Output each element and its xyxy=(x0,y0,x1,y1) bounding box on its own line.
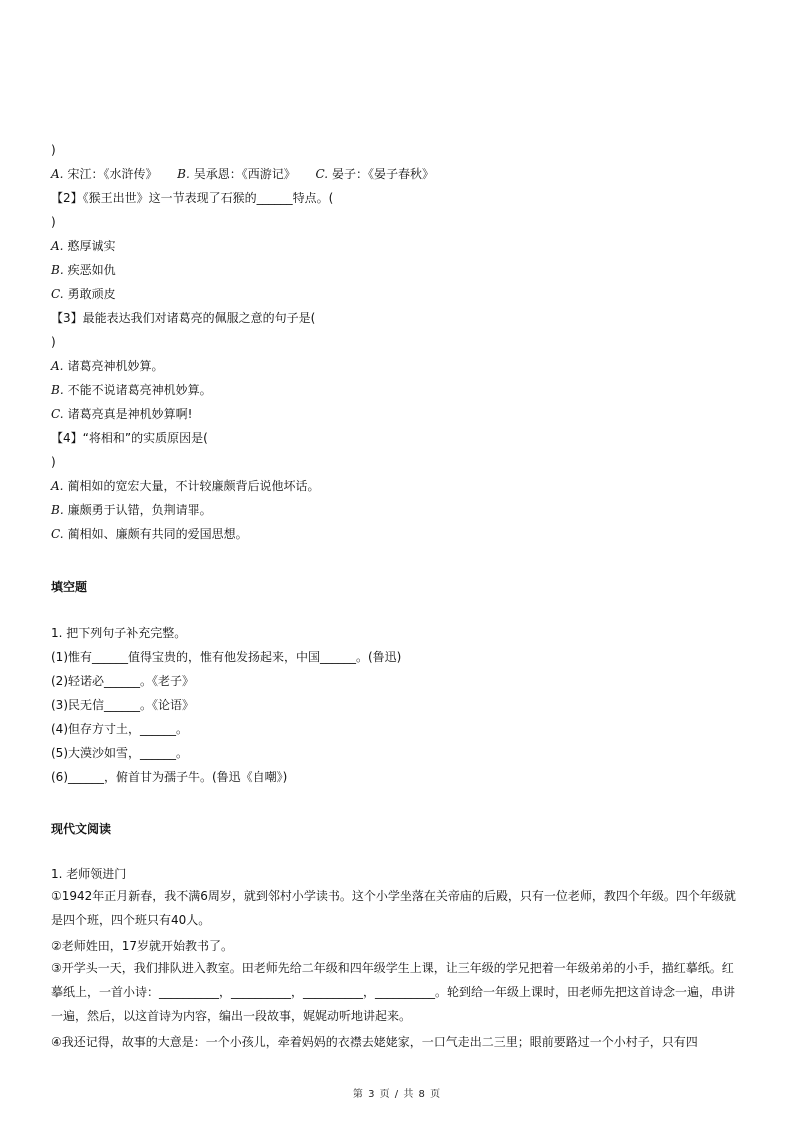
reading-paragraph-3: ③开学头一天，我们排队进入教室。田老师先给二年级和四年级学生上课，让三年级的学兄把着一年级弟弟的小手，描红摹纸。红摹纸上，一首小诗：__________，__________，__________，__________。轮到给一年级上课时，田老师先把这首诗念一遍，串讲一遍，然后，以这首诗为内容，编出一段故事，娓娓动听地讲起来。 xyxy=(51,961,736,1023)
page-number-footer: 第 3 页 / 共 8 页 xyxy=(352,1089,442,1100)
reading-paragraph-1: ①1942年正月新春，我不满6周岁，就到邻村小学读书。这个小学坐落在关帝庙的后殿，只有一位老师，教四个年级。四个年级就是四个班，四个班只有40人。 xyxy=(51,889,736,927)
q4-stem: 【4】“将相和”的实质原因是( xyxy=(51,431,208,445)
fill-item-4: (4)但存方寸土，______。 xyxy=(51,722,188,736)
q3-option-a[interactable]: A. 诸葛亮神机妙算。 xyxy=(51,359,164,373)
q2-stem: 【2】《猴王出世》这一节表现了石猴的______特点。( xyxy=(51,191,334,205)
q1-paren-close: ) xyxy=(51,143,56,157)
fill-item-2: (2)轻诺必______。《老子》 xyxy=(51,674,194,688)
q2-paren-close: ) xyxy=(51,215,56,229)
q3-option-c[interactable]: C. 诸葛亮真是神机妙算啊! xyxy=(51,407,193,421)
fill-item-5: (5)大漠沙如雪，______。 xyxy=(51,746,188,760)
fill-question-title: 1. 把下列句子补充完整。 xyxy=(51,626,187,640)
section-heading-fill: 填空题 xyxy=(51,580,88,594)
q2-option-a[interactable]: A. 憨厚诚实 xyxy=(51,239,116,253)
q1-option-c[interactable]: C. 晏子：《晏子春秋》 xyxy=(315,167,435,181)
q2-option-b[interactable]: B. 疾恶如仇 xyxy=(51,263,116,277)
q3-stem: 【3】最能表达我们对诸葛亮的佩服之意的句子是( xyxy=(51,311,316,325)
reading-title: 1. 老师领进门 xyxy=(51,867,127,881)
q1-option-a[interactable]: A. 宋江：《水浒传》 xyxy=(51,167,158,181)
q4-option-b[interactable]: B. 廉颇勇于认错，负荆请罪。 xyxy=(51,503,212,517)
section-heading-reading: 现代文阅读 xyxy=(51,822,112,836)
q2-option-c[interactable]: C. 勇敢顽皮 xyxy=(51,287,116,301)
q1-option-b[interactable]: B. 吴承恩：《西游记》 xyxy=(177,167,296,181)
q4-option-a[interactable]: A. 蔺相如的宽宏大量，不计较廉颇背后说他坏话。 xyxy=(51,479,320,493)
q4-option-c[interactable]: C. 蔺相如、廉颇有共同的爱国思想。 xyxy=(51,527,248,541)
q3-paren-close: ) xyxy=(51,335,56,349)
q3-option-b[interactable]: B. 不能不说诸葛亮神机妙算。 xyxy=(51,383,212,397)
reading-paragraph-4: ④我还记得，故事的大意是：一个小孩儿，牵着妈妈的衣襟去姥姥家，一口气走出二三里；眼前要路过一个小村子，只有四 xyxy=(51,1035,698,1049)
fill-item-3: (3)民无信______。《论语》 xyxy=(51,698,194,712)
fill-item-1: (1)惟有______值得宝贵的，惟有他发扬起来，中国______。(鲁迅) xyxy=(51,650,402,664)
fill-item-6: (6)______，俯首甘为孺子牛。(鲁迅《自嘲》) xyxy=(51,770,288,784)
reading-paragraph-2: ②老师姓田，17岁就开始教书了。 xyxy=(51,939,234,953)
q1-options-row xyxy=(51,166,741,182)
q4-paren-close: ) xyxy=(51,455,56,469)
